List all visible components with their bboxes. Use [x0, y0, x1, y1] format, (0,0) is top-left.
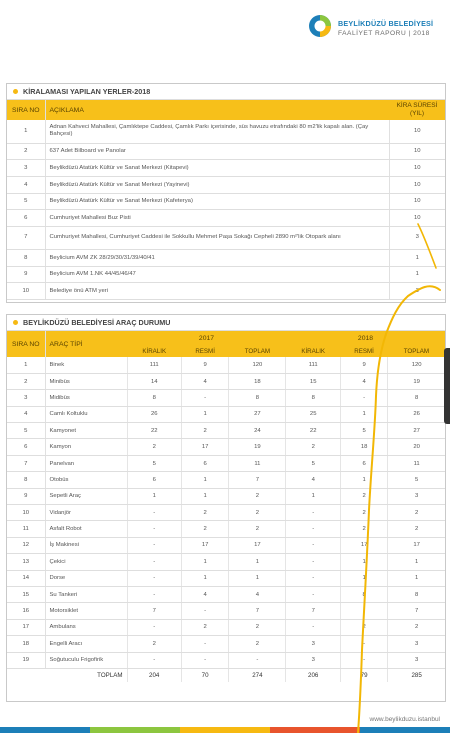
row-no: 13 [7, 554, 45, 570]
table-row [7, 406, 445, 422]
rentals-table [7, 100, 445, 300]
cell-t18: 11 [388, 455, 445, 471]
row-type: Binek [45, 357, 127, 373]
cell-r18: 1 [340, 570, 387, 586]
cell-r18: 2 [340, 505, 387, 521]
table-row [7, 226, 445, 249]
table-row [7, 357, 445, 373]
cell-r18: 4 [340, 373, 387, 389]
cell-k18: - [286, 537, 340, 553]
stripe-green [90, 727, 180, 733]
cell-r17: 1 [181, 488, 228, 504]
stripe-red [270, 727, 360, 733]
cell-t17: - [229, 652, 286, 668]
table-row [7, 472, 445, 488]
stripe-yellow [180, 727, 270, 733]
table-row [7, 176, 445, 193]
row-no: 8 [7, 249, 45, 266]
row-desc: Cumhuriyet Mahallesi Buz Pisti [45, 210, 389, 227]
row-term: 10 [389, 160, 445, 177]
table-row [7, 537, 445, 553]
cell-r17: 6 [181, 455, 228, 471]
row-no: 7 [7, 226, 45, 249]
cell-k18: - [286, 619, 340, 635]
cell-t18: 2 [388, 619, 445, 635]
col-kira-suresi-unit: (YIL) [409, 110, 425, 117]
row-desc: Beylicium AVM 1.NK 44/45/46/47 [45, 266, 389, 283]
table-row [7, 120, 445, 143]
total-k17: 204 [127, 668, 181, 682]
table-row [7, 160, 445, 177]
cell-k18: - [286, 505, 340, 521]
cell-t17: 2 [229, 521, 286, 537]
cell-k17: - [127, 537, 181, 553]
cell-r17: 2 [181, 423, 228, 439]
table-row [7, 521, 445, 537]
sub-toplam-2017: TOPLAM [229, 345, 286, 357]
row-no: 11 [7, 521, 45, 537]
total-label: TOPLAM [97, 672, 123, 680]
sub-resmi-2018: RESMİ [340, 345, 387, 357]
cell-k18: 1 [286, 488, 340, 504]
bullet-icon [13, 89, 18, 94]
vehicles-body [7, 357, 445, 682]
col-sira-no: SIRA NO [7, 331, 45, 357]
cell-r17: 1 [181, 406, 228, 422]
cell-t17: 8 [229, 390, 286, 406]
table-row [7, 143, 445, 160]
cell-k18: 3 [286, 636, 340, 652]
vehicles-title-text: BEYLİKDÜZÜ BELEDİYESİ ARAÇ DURUMU [23, 318, 171, 327]
cell-t17: 2 [229, 619, 286, 635]
sub-kiralik-2017: KİRALIK [127, 345, 181, 357]
cell-k17: - [127, 586, 181, 602]
cell-k18: 22 [286, 423, 340, 439]
cell-r17: 17 [181, 537, 228, 553]
cell-r17: 1 [181, 570, 228, 586]
cell-k17: - [127, 652, 181, 668]
table-row [7, 603, 445, 619]
cell-k17: 6 [127, 472, 181, 488]
cell-t18: 2 [388, 521, 445, 537]
row-term: 10 [389, 143, 445, 160]
row-type: Otobüs [45, 472, 127, 488]
table-row [7, 439, 445, 455]
cell-t17: 18 [229, 373, 286, 389]
cell-t17: 2 [229, 505, 286, 521]
cell-t18: 2 [388, 505, 445, 521]
cell-r17: - [181, 603, 228, 619]
municipality-logo-icon [308, 14, 332, 38]
row-no: 19 [7, 652, 45, 668]
row-term: 1 [389, 249, 445, 266]
total-spacer [7, 668, 45, 682]
col-aciklama: AÇIKLAMA [45, 100, 389, 120]
cell-r18: - [340, 390, 387, 406]
row-no: 3 [7, 390, 45, 406]
cell-t18: 7 [388, 603, 445, 619]
report-title: FAALİYET RAPORU | 2018 [338, 30, 430, 37]
sub-resmi-2017: RESMİ [181, 345, 228, 357]
cell-r18: - [340, 652, 387, 668]
year-2017: 2017 [127, 331, 286, 345]
cell-r18: 8 [340, 586, 387, 602]
cell-r17: 4 [181, 586, 228, 602]
rentals-title-text: KİRALAMASI YAPILAN YERLER-2018 [23, 87, 151, 96]
cell-r18: 2 [340, 488, 387, 504]
row-no: 2 [7, 143, 45, 160]
row-type: Soğutuculu Frigofirik [45, 652, 127, 668]
cell-k18: 8 [286, 390, 340, 406]
table-row [7, 619, 445, 635]
row-no: 9 [7, 266, 45, 283]
row-type: Dorse [45, 570, 127, 586]
row-type: Asfalt Robot [45, 521, 127, 537]
row-no: 10 [7, 505, 45, 521]
cell-t17: 24 [229, 423, 286, 439]
table-row [7, 586, 445, 602]
cell-t18: 3 [388, 488, 445, 504]
cell-k18: 3 [286, 652, 340, 668]
cell-k18: 111 [286, 357, 340, 373]
cell-k17: 14 [127, 373, 181, 389]
cell-k17: - [127, 521, 181, 537]
cell-r18: 1 [340, 472, 387, 488]
cell-t17: 7 [229, 603, 286, 619]
row-term: 10 [389, 120, 445, 143]
cell-r17: - [181, 390, 228, 406]
cell-r18: 17 [340, 537, 387, 553]
cell-t17: 1 [229, 570, 286, 586]
row-desc: Beylikdüzü Atatürk Kültür ve Sanat Merkezi (Kitapevi) [45, 160, 389, 177]
row-desc: Beylicium AVM ZK 28/29/30/31/39/40/41 [45, 249, 389, 266]
cell-t18: 27 [388, 423, 445, 439]
cell-r17: 1 [181, 472, 228, 488]
row-type: Camlı Koltuklu [45, 406, 127, 422]
vehicles-section [6, 314, 446, 702]
rentals-section [6, 83, 446, 303]
cell-t18: 8 [388, 390, 445, 406]
rentals-title [7, 84, 445, 100]
cell-k18: 5 [286, 455, 340, 471]
cell-k18: 7 [286, 603, 340, 619]
row-no: 4 [7, 406, 45, 422]
row-no: 1 [7, 120, 45, 143]
total-k18: 206 [286, 668, 340, 682]
total-t18: 285 [388, 668, 445, 682]
table-row [7, 193, 445, 210]
table-row [7, 283, 445, 300]
row-no: 6 [7, 439, 45, 455]
cell-t18: 3 [388, 652, 445, 668]
cell-t18: 1 [388, 570, 445, 586]
table-row [7, 455, 445, 471]
row-no: 2 [7, 373, 45, 389]
side-scroll-tab[interactable] [444, 348, 450, 424]
row-no: 18 [7, 636, 45, 652]
table-row [7, 390, 445, 406]
row-no: 7 [7, 455, 45, 471]
cell-t17: 17 [229, 537, 286, 553]
row-desc: 637 Adet Bilboard ve Panolar [45, 143, 389, 160]
stripe-blue-2 [360, 727, 450, 733]
cell-k17: 26 [127, 406, 181, 422]
row-no: 9 [7, 488, 45, 504]
row-no: 14 [7, 570, 45, 586]
cell-t18: 19 [388, 373, 445, 389]
cell-t17: 19 [229, 439, 286, 455]
cell-r18: - [340, 636, 387, 652]
total-r17: 70 [181, 668, 228, 682]
cell-k17: - [127, 554, 181, 570]
row-no: 17 [7, 619, 45, 635]
cell-t18: 20 [388, 439, 445, 455]
cell-r18: 9 [340, 357, 387, 373]
total-row [7, 668, 445, 682]
row-desc: Beylikdüzü Atatürk Kültür ve Sanat Merkezi (Yayinevi) [45, 176, 389, 193]
cell-t17: 1 [229, 554, 286, 570]
cell-t18: 26 [388, 406, 445, 422]
cell-k17: 7 [127, 603, 181, 619]
table-row [7, 570, 445, 586]
total-r18: 79 [340, 668, 387, 682]
row-type: Vidanjör [45, 505, 127, 521]
table-row [7, 373, 445, 389]
row-no: 1 [7, 357, 45, 373]
table-row [7, 210, 445, 227]
footer-color-stripe [0, 727, 450, 733]
cell-r17: 9 [181, 357, 228, 373]
row-type: Ambulans [45, 619, 127, 635]
cell-t17: 2 [229, 636, 286, 652]
cell-r18: 18 [340, 439, 387, 455]
cell-r18: 1 [340, 406, 387, 422]
row-term: 3 [389, 283, 445, 300]
cell-r17: 1 [181, 554, 228, 570]
row-no: 16 [7, 603, 45, 619]
row-no: 4 [7, 176, 45, 193]
cell-t18: 8 [388, 586, 445, 602]
row-type: İş Makinesi [45, 537, 127, 553]
row-type: Minibüs [45, 373, 127, 389]
row-no: 5 [7, 423, 45, 439]
cell-r17: 2 [181, 505, 228, 521]
cell-r18: 1 [340, 554, 387, 570]
row-no: 15 [7, 586, 45, 602]
vehicles-title [7, 315, 445, 331]
cell-k18: 4 [286, 472, 340, 488]
cell-r17: 2 [181, 619, 228, 635]
cell-k17: 5 [127, 455, 181, 471]
cell-k18: - [286, 586, 340, 602]
sub-toplam-2018: TOPLAM [388, 345, 445, 357]
cell-r18: 2 [340, 521, 387, 537]
row-term: 10 [389, 210, 445, 227]
row-term: 3 [389, 226, 445, 249]
cell-k17: 1 [127, 488, 181, 504]
cell-t17: 120 [229, 357, 286, 373]
row-type: Panelvan [45, 455, 127, 471]
report-header [0, 0, 450, 84]
table-row [7, 249, 445, 266]
cell-r18: - [340, 603, 387, 619]
cell-k17: 8 [127, 390, 181, 406]
cell-k18: 25 [286, 406, 340, 422]
table-row [7, 554, 445, 570]
table-row [7, 423, 445, 439]
vehicles-table [7, 331, 445, 682]
row-type: Kamyon [45, 439, 127, 455]
row-type: Çekici [45, 554, 127, 570]
cell-t17: 11 [229, 455, 286, 471]
row-type: Engelli Aracı [45, 636, 127, 652]
cell-r17: 17 [181, 439, 228, 455]
col-kira-suresi [389, 100, 445, 120]
table-row [7, 488, 445, 504]
row-type: Kamyonet [45, 423, 127, 439]
cell-r18: 6 [340, 455, 387, 471]
cell-r18: 2 [340, 619, 387, 635]
cell-k17: - [127, 570, 181, 586]
col-sira-no: SIRA NO [7, 100, 45, 120]
total-t17: 274 [229, 668, 286, 682]
cell-t17: 7 [229, 472, 286, 488]
row-type: Midibüs [45, 390, 127, 406]
cell-t18: 120 [388, 357, 445, 373]
sub-kiralik-2018: KİRALIK [286, 345, 340, 357]
cell-t18: 1 [388, 554, 445, 570]
cell-r17: - [181, 636, 228, 652]
cell-k17: 2 [127, 439, 181, 455]
row-desc: Adnan Kahveci Mahallesi, Çamlıktepe Caddesi, Çamlık Parkı içerisinde, süs havuzu etrafındaki 80 m2'lik kapalı alan. (Çay Bahçesi) [45, 120, 389, 143]
cell-t17: 27 [229, 406, 286, 422]
cell-k17: 111 [127, 357, 181, 373]
row-type: Motorsiklet [45, 603, 127, 619]
cell-k17: 2 [127, 636, 181, 652]
cell-r17: - [181, 652, 228, 668]
row-desc: Belediye önü ATM yeri [45, 283, 389, 300]
cell-k18: 15 [286, 373, 340, 389]
cell-r17: 2 [181, 521, 228, 537]
cell-k17: - [127, 619, 181, 635]
row-type: Sepetli Araç [45, 488, 127, 504]
cell-k17: 22 [127, 423, 181, 439]
table-row [7, 636, 445, 652]
cell-t18: 3 [388, 636, 445, 652]
cell-k18: 2 [286, 439, 340, 455]
row-no: 6 [7, 210, 45, 227]
cell-t18: 5 [388, 472, 445, 488]
row-term: 10 [389, 176, 445, 193]
cell-r17: 4 [181, 373, 228, 389]
cell-r18: 5 [340, 423, 387, 439]
row-term: 1 [389, 266, 445, 283]
row-no: 10 [7, 283, 45, 300]
table-row [7, 505, 445, 521]
footer-url: www.beylikduzu.istanbul [369, 716, 440, 723]
year-2018: 2018 [286, 331, 445, 345]
row-no: 12 [7, 537, 45, 553]
row-no: 5 [7, 193, 45, 210]
cell-t17: 4 [229, 586, 286, 602]
row-term: 10 [389, 193, 445, 210]
row-desc: Cumhuriyet Mahallesi, Cumhuriyet Caddesi ile Sokkullu Mehmet Paşa Sokağı Cepheli 2890 m²'lik Otopark alanı [45, 226, 389, 249]
cell-k17: - [127, 505, 181, 521]
row-no: 3 [7, 160, 45, 177]
cell-k18: - [286, 570, 340, 586]
cell-k18: - [286, 521, 340, 537]
bullet-icon [13, 320, 18, 325]
stripe-blue [0, 727, 90, 733]
row-type: Su Tankeri [45, 586, 127, 602]
table-row [7, 266, 445, 283]
row-desc: Beylikdüzü Atatürk Kültür ve Sanat Merkezi (Kafeterya) [45, 193, 389, 210]
table-row [7, 652, 445, 668]
brand-name: BEYLİKDÜZÜ BELEDİYESİ [338, 19, 434, 28]
cell-t18: 17 [388, 537, 445, 553]
row-no: 8 [7, 472, 45, 488]
cell-k18: - [286, 554, 340, 570]
col-arac-tipi: ARAÇ TİPİ [45, 331, 127, 357]
cell-t17: 2 [229, 488, 286, 504]
col-kira-suresi-label: KİRA SÜRESİ [396, 102, 438, 109]
